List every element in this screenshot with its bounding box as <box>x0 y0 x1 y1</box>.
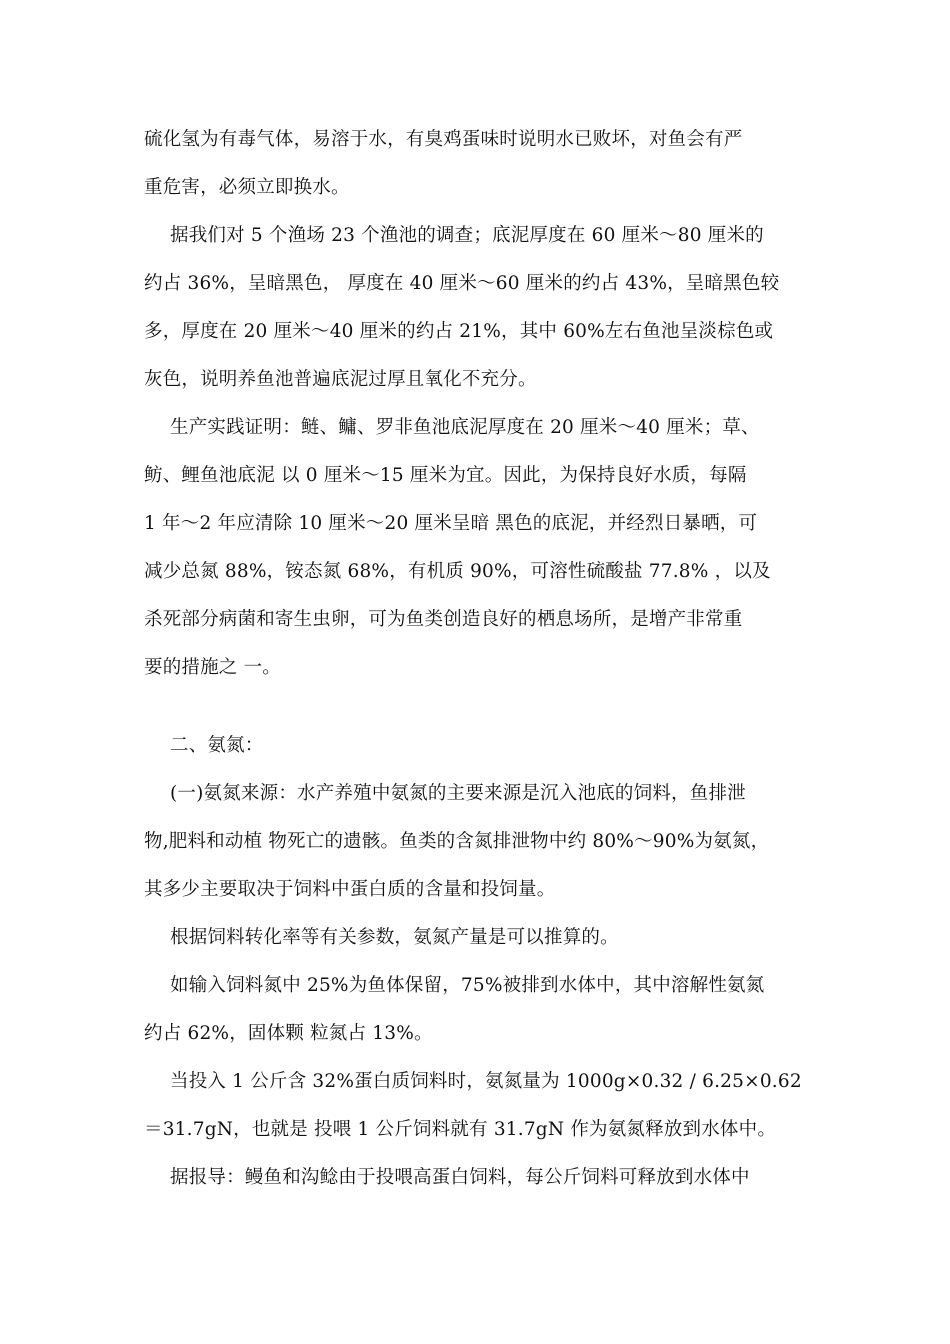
text-line: 减少总氮 88%，铵态氮 68%，有机质 90%，可溶性硫酸盐 77.8% ，以及 <box>144 561 771 582</box>
document-body <box>144 116 808 1202</box>
text-line: 约占 36%，呈暗黑色， 厚度在 40 厘米～60 厘米的约占 43%，呈暗黑色较 <box>144 273 780 294</box>
paragraph-feed-calculation <box>144 1058 808 1154</box>
text-line: 重危害，必须立即换水。 <box>144 177 350 198</box>
paragraph-conversion <box>144 914 808 962</box>
text-line: 当投入 1 公斤含 32%蛋白质饲料时，氨氮量为 1000g×0.32 / 6.25×0.62 <box>170 1071 802 1092</box>
text-line: 约占 62%，固体颗 粒氮占 13%。 <box>144 1023 433 1044</box>
text-line: (一)氨氮来源：水产养殖中氨氮的主要来源是沉入池底的饲料，鱼排泄 <box>170 783 746 804</box>
paragraph-hydrogen-sulfide <box>144 116 808 212</box>
text-line: 1 年～2 年应清除 10 厘米～20 厘米呈暗 黑色的底泥，并经烈日暴晒，可 <box>144 513 758 534</box>
text-line: 鲂、鲤鱼池底泥 以 0 厘米～15 厘米为宜。因此，为保持良好水质，每隔 <box>144 465 747 486</box>
text-line: 多，厚度在 20 厘米～40 厘米的约占 21%，其中 60%左右鱼池呈淡棕色或 <box>144 321 774 342</box>
text-line: ＝31.7gN，也就是 投喂 1 公斤饲料就有 31.7gN 作为氨氮释放到水体中。 <box>144 1119 777 1140</box>
text-line: 灰色，说明养鱼池普遍底泥过厚且氧化不充分。 <box>144 369 537 390</box>
text-line: 物,肥料和动植 物死亡的遗骸。鱼类的含氮排泄物中约 80%～90%为氨氮， <box>144 831 770 852</box>
paragraph-practice <box>144 404 808 692</box>
heading-line: 二、氨氮： <box>170 735 264 756</box>
paragraph-nitrogen-input <box>144 962 808 1058</box>
text-line: 据报导：鳗鱼和沟鲶由于投喂高蛋白饲料，每公斤饲料可释放到水体中 <box>170 1167 750 1188</box>
text-line: 其多少主要取决于饲料中蛋白质的含量和投饲量。 <box>144 879 556 900</box>
paragraph-ammonia-source <box>144 770 808 914</box>
text-line: 生产实践证明：鲢、鳙、罗非鱼池底泥厚度在 20 厘米～40 厘米；草、 <box>170 417 760 438</box>
text-line: 据我们对 5 个渔场 23 个渔池的调查；底泥厚度在 60 厘米～80 厘米的 <box>170 225 764 246</box>
text-line: 硫化氢为有毒气体，易溶于水，有臭鸡蛋味时说明水已败坏，对鱼会有严 <box>144 129 743 150</box>
text-line: 根据饲料转化率等有关参数，氨氮产量是可以推算的。 <box>170 927 619 948</box>
text-line: 要的措施之 一。 <box>144 657 281 678</box>
text-line: 杀死部分病菌和寄生虫卵，可为鱼类创造良好的栖息场所，是增产非常重 <box>144 609 743 630</box>
text-line: 如输入饲料氮中 25%为鱼体保留，75%被排到水体中，其中溶解性氨氮 <box>170 975 765 996</box>
paragraph-report <box>144 1154 808 1202</box>
section-heading-ammonia <box>144 722 808 770</box>
paragraph-survey <box>144 212 808 404</box>
